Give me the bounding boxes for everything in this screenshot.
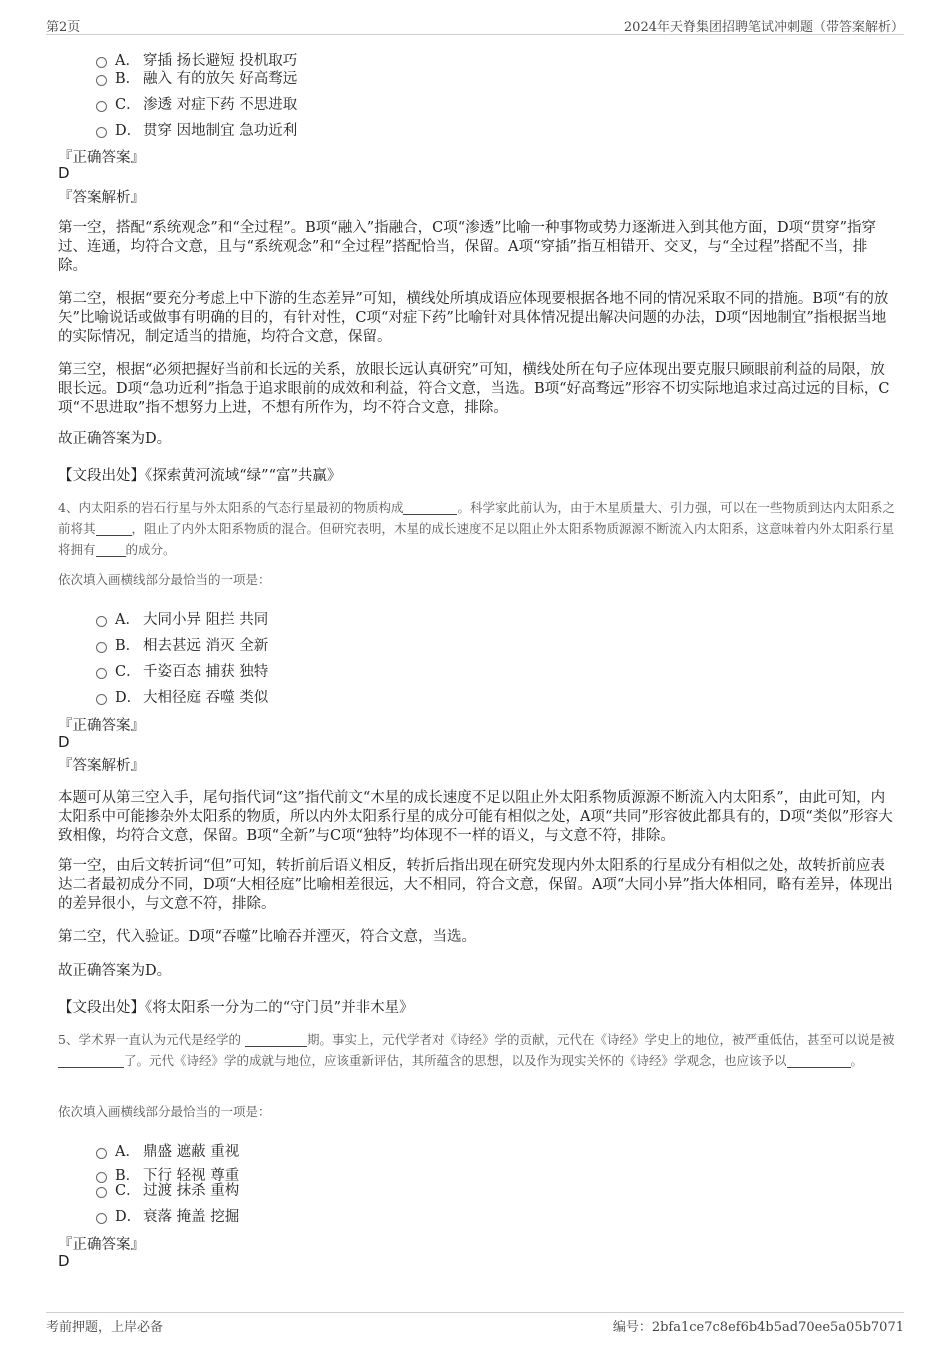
option-d[interactable]: D． 衰落 掩盖 挖掘	[96, 1205, 239, 1226]
radio-icon[interactable]	[96, 127, 107, 138]
option-b[interactable]: B． 相去甚远 消灭 全新	[96, 634, 268, 655]
analysis-conclusion: 故正确答案为D。	[58, 963, 172, 979]
radio-icon[interactable]	[96, 694, 107, 705]
option-c[interactable]: C． 千姿百态 捕获 独特	[96, 660, 268, 681]
passage-source: 【文段出处】《探索黄河流域“绿”“富”共赢》	[58, 468, 342, 484]
analysis-paragraph: 第三空，根据“必须把握好当前和长远的关系，放眼长远认真研究”可知，横线处所在句子应体现出要克服只顾眼前利益的局限，放眼长远。D项“急功近利”指急于追求眼前的成效和利益，符合文意，当选。B项“好高骛远”形容不切实际地追求过高过远的目标，C项“不思进取”指不想努力上进，不想有所作为，均不符合文意，排除。	[58, 362, 890, 416]
option-d[interactable]: D． 贯穿 因地制宜 急功近利	[96, 119, 297, 140]
analysis-paragraph: 本题可从第三空入手，尾句指代词“这”指代前文“木星的成长速度不足以阻止外太阳系物质源源不断流入内太阳系”，由此可知，内太阳系中可能掺杂外太阳系的物质，所以内外太阳系行星的成分可能有相似之处，A项“共同”形容彼此都具有的，D项“类似”形容大致相像，均符合文意，保留。B项“全新”与C项“独特”均体现不一样的语义，与文意不符，排除。	[58, 790, 893, 844]
analysis-label: 『答案解析』	[58, 758, 145, 774]
question-stem: 5、学术界一直认为元代是经学的 期。事实上，元代学者对《诗经》学的贡献，元代在《诗经》学史上的地位，被严重低估，甚至可以说是被 了。元代《诗经》学的成就与地位，应该重新评估，其所蕴含的思想，以及作为现实关怀的《诗经》学观念，也应该予以 。	[58, 1032, 895, 1068]
option-c[interactable]: C． 渗透 对症下药 不思进取	[96, 93, 297, 114]
document-title: 2024年天脊集团招聘笔试冲刺题（带答案解析）	[623, 20, 904, 35]
radio-icon[interactable]	[96, 616, 107, 627]
answer-value: D	[58, 164, 70, 182]
answer-blank	[245, 1033, 307, 1047]
answer-value: D	[58, 1252, 70, 1270]
question-prompt: 依次填入画横线部分最恰当的一项是：	[58, 572, 271, 587]
analysis-paragraph: 第一空，由后文转折词“但”可知，转折前后语义相反，转折后指出现在研究发现内外太阳系的行星成分有相似之处，故转折前应表达二者最初成分不同，D项“大相径庭”比喻相差很远，大不相同，符合文意，保留。A项“大同小异”指大体相同，略有差异，体现出的差异很小，与文意不符，排除。	[58, 858, 893, 912]
radio-icon[interactable]	[96, 75, 107, 86]
radio-icon[interactable]	[96, 1148, 107, 1159]
option-b[interactable]: B． 融入 有的放矢 好高骛远	[96, 67, 297, 88]
analysis-paragraph: 第二空，代入验证。D项“吞噬”比喻吞并湮灭，符合文意，当选。	[58, 929, 476, 945]
option-a[interactable]: A． 穿插 扬长避短 投机取巧	[96, 49, 297, 70]
page-header	[46, 14, 904, 35]
answer-blank	[58, 1054, 124, 1068]
answer-label: 『正确答案』	[58, 1237, 145, 1253]
radio-icon[interactable]	[96, 668, 107, 679]
option-b[interactable]: B． 下行 轻视 尊重	[96, 1164, 239, 1185]
question-prompt: 依次填入画横线部分最恰当的一项是：	[58, 1104, 271, 1119]
analysis-label: 『答案解析』	[58, 190, 145, 206]
answer-label: 『正确答案』	[58, 150, 145, 166]
answer-blank	[403, 501, 457, 515]
answer-label: 『正确答案』	[58, 718, 145, 734]
passage-source: 【文段出处】《将太阳系一分为二的“守门员”并非木星》	[58, 1000, 414, 1016]
option-a[interactable]: A． 大同小异 阻拦 共同	[96, 608, 268, 629]
option-c[interactable]: C． 过渡 抹杀 重构	[96, 1179, 239, 1200]
page-footer	[46, 1312, 904, 1337]
analysis-paragraph: 第二空，根据“要充分考虑上中下游的生态差异”可知，横线处所填成语应体现要根据各地不同的情况采取不同的措施。B项“有的放矢”比喻说话或做事有明确的目的，有针对性，C项“对症下药”比喻针对具体情况提出解决问题的办法，D项“因地制宜”指根据当地的实际情况，制定适当的措施，均符合文意，保留。	[58, 291, 889, 345]
question-stem: 4、内太阳系的岩石行星与外太阳系的气态行星最初的物质构成 。科学家此前认为，由于木星质量大、引力强，可以在一些物质到达内太阳系之前将其 ，阻止了内外太阳系物质的混合。但研究表明，木星的成长速度不足以阻止外太阳系物质源源不断流入内太阳系，这意味着内外太阳系行星将拥有 的成分。	[58, 500, 895, 557]
option-a[interactable]: A． 鼎盛 遮蔽 重视	[96, 1140, 239, 1161]
answer-blank	[96, 522, 132, 536]
answer-blank	[787, 1054, 851, 1068]
page-number: 第2页	[46, 20, 81, 35]
analysis-conclusion: 故正确答案为D。	[58, 431, 172, 447]
radio-icon[interactable]	[96, 1187, 107, 1198]
answer-value: D	[58, 733, 70, 751]
option-d[interactable]: D． 大相径庭 吞噬 类似	[96, 686, 268, 707]
radio-icon[interactable]	[96, 101, 107, 112]
radio-icon[interactable]	[96, 642, 107, 653]
answer-blank	[96, 543, 126, 557]
analysis-paragraph: 第一空，搭配“系统观念”和“全过程”。B项“融入”指融合，C项“渗透”比喻一种事物或势力逐渐进入到其他方面，D项“贯穿”指穿过、连通，均符合文意，且与“系统观念”和“全过程”搭配恰当，保留。A项“穿插”指互相错开、交叉，与“全过程”搭配不当，排除。	[58, 220, 876, 274]
footer-slogan: 考前押题，上岸必备	[46, 1320, 164, 1335]
document-id: 编号：2bfa1ce7c8ef6b4b5ad70ee5a05b7071	[612, 1320, 904, 1335]
radio-icon[interactable]	[96, 1213, 107, 1224]
